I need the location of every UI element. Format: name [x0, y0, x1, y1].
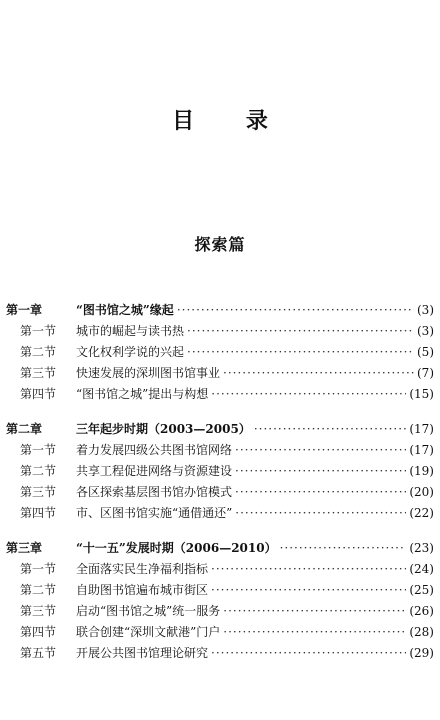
chapter-label: 第一章	[6, 303, 43, 317]
dot-leader	[211, 643, 406, 664]
chapter-1	[6, 300, 434, 405]
page-number: (24)	[409, 562, 434, 576]
dot-leader	[211, 384, 406, 405]
toc-section-entry[interactable]	[6, 559, 434, 580]
dot-leader	[254, 419, 407, 440]
toc-section-entry[interactable]	[6, 482, 434, 503]
page-title: 目 录	[172, 108, 290, 134]
section-title: 共享工程促进网络与资源建设	[76, 464, 233, 478]
chapter-title: 三年起步时期（2003—2005）	[76, 422, 251, 436]
section-label: 第三节	[20, 604, 57, 618]
section-label: 第二节	[20, 464, 57, 478]
dot-leader	[280, 538, 407, 559]
page-number: (7)	[417, 366, 434, 380]
page-number: (19)	[409, 464, 434, 478]
dot-leader	[187, 321, 414, 342]
toc-section-entry[interactable]	[6, 601, 434, 622]
section-label: 第三节	[20, 366, 57, 380]
dot-leader	[235, 461, 406, 482]
page-number: (22)	[409, 506, 434, 520]
section-title: 文化权利学说的兴起	[76, 345, 185, 359]
toc-chapter-entry[interactable]	[6, 538, 434, 559]
section-label: 第二节	[20, 583, 57, 597]
dot-leader	[187, 342, 414, 363]
dot-leader	[235, 440, 406, 461]
page-number: (23)	[409, 541, 434, 555]
section-title: 各区探索基层图书馆办馆模式	[76, 485, 233, 499]
page-number: (20)	[409, 485, 434, 499]
section-title: 开展公共图书馆理论研究	[76, 646, 209, 660]
toc-section-entry[interactable]	[6, 363, 434, 384]
section-label: 第一节	[20, 562, 57, 576]
section-label: 第二节	[20, 345, 57, 359]
toc-section-entry[interactable]	[6, 503, 434, 524]
toc-chapter-entry[interactable]	[6, 300, 434, 321]
section-title: 自助图书馆遍布城市街区	[76, 583, 209, 597]
dot-leader	[211, 580, 406, 601]
section-label: 第四节	[20, 506, 57, 520]
page-number: (17)	[409, 443, 434, 457]
page-number: (17)	[409, 422, 434, 436]
toc-section-entry[interactable]	[6, 342, 434, 363]
page-number: (15)	[409, 387, 434, 401]
dot-leader	[223, 601, 406, 622]
page-number: (29)	[409, 646, 434, 660]
section-label: 第三节	[20, 485, 57, 499]
page-number: (28)	[409, 625, 434, 639]
toc-section-entry[interactable]	[6, 461, 434, 482]
section-title: 联合创建“深圳文献港”门户	[76, 625, 221, 639]
section-title: 着力发展四级公共图书馆网络	[76, 443, 233, 457]
chapter-title: “十一五”发展时期（2006—2010）	[76, 541, 277, 555]
part-title: 探索篇	[194, 235, 246, 254]
section-label: 第一节	[20, 443, 57, 457]
page-number: (25)	[409, 583, 434, 597]
chapter-label: 第二章	[6, 422, 43, 436]
toc-section-entry[interactable]	[6, 440, 434, 461]
section-label: 第四节	[20, 387, 57, 401]
dot-leader	[235, 503, 406, 524]
dot-leader	[223, 363, 414, 384]
toc-section-entry[interactable]	[6, 384, 434, 405]
section-label: 第四节	[20, 625, 57, 639]
chapter-2	[6, 419, 434, 524]
page-number: (26)	[409, 604, 434, 618]
dot-leader	[177, 300, 414, 321]
chapter-3	[6, 538, 434, 664]
section-label: 第五节	[20, 646, 57, 660]
dot-leader	[211, 559, 406, 580]
toc-section-entry[interactable]	[6, 643, 434, 664]
dot-leader	[235, 482, 406, 503]
toc-section-entry[interactable]	[6, 321, 434, 342]
page-number: (5)	[417, 345, 434, 359]
section-title: 快速发展的深圳图书馆事业	[76, 366, 221, 380]
chapter-label: 第三章	[6, 541, 43, 555]
section-title: 全面落实民生净福利指标	[76, 562, 209, 576]
section-title: “图书馆之城”提出与构想	[76, 387, 209, 401]
dot-leader	[223, 622, 406, 643]
toc-section-entry[interactable]	[6, 580, 434, 601]
chapter-title: “图书馆之城”缘起	[76, 303, 174, 317]
section-label: 第一节	[20, 324, 57, 338]
section-title: 城市的崛起与读书热	[76, 324, 185, 338]
table-of-contents	[6, 300, 434, 678]
section-title: 市、区图书馆实施“通借通还”	[76, 506, 233, 520]
section-title: 启动“图书馆之城”统一服务	[76, 604, 221, 618]
page-number: (3)	[417, 303, 434, 317]
toc-section-entry[interactable]	[6, 622, 434, 643]
toc-chapter-entry[interactable]	[6, 419, 434, 440]
page-number: (3)	[417, 324, 434, 338]
